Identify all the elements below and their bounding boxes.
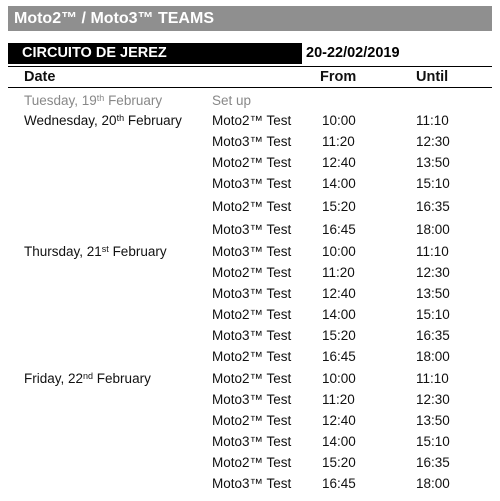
table-row — [0, 153, 500, 173]
row-until-time: 15:10 — [416, 176, 450, 191]
column-header-from: From — [320, 69, 357, 85]
row-until-time: 13:50 — [416, 155, 450, 170]
row-until-time: 11:10 — [416, 371, 449, 386]
row-from-time: 12:40 — [322, 286, 356, 301]
table-row — [0, 432, 500, 452]
column-header-date: Date — [24, 69, 56, 85]
table-row — [0, 174, 500, 194]
row-session: Moto2™ Test — [212, 199, 292, 214]
row-from-time: 12:40 — [322, 155, 356, 170]
row-session: Moto3™ Test — [212, 286, 292, 301]
row-date-main: Wednesday, 20 — [24, 113, 117, 128]
row-date-main: Friday, 22 — [24, 371, 84, 386]
page-title: Moto2™ / Moto3™ TEAMS — [8, 6, 492, 31]
row-until-time: 18:00 — [416, 222, 450, 237]
table-row — [0, 197, 500, 217]
row-until-time: 11:10 — [416, 244, 449, 259]
row-session: Moto3™ Test — [212, 392, 292, 407]
row-date — [24, 369, 151, 389]
row-until-time: 15:10 — [416, 434, 450, 449]
row-from-time: 11:20 — [322, 265, 355, 280]
row-date — [24, 242, 167, 262]
row-date-suffix: th — [96, 93, 105, 103]
row-session: Moto2™ Test — [212, 113, 292, 128]
row-session: Moto2™ Test — [212, 371, 292, 386]
row-session: Moto2™ Test — [212, 155, 292, 170]
row-from-time: 14:00 — [322, 176, 356, 191]
table-row — [0, 369, 500, 389]
table-row — [0, 242, 500, 262]
row-date-main: Tuesday, 19 — [24, 93, 97, 108]
row-session: Moto3™ Test — [212, 476, 292, 491]
row-date-month: February — [104, 93, 163, 108]
row-from-time: 11:20 — [322, 392, 355, 407]
row-session: Moto3™ Test — [212, 434, 292, 449]
row-until-time: 16:35 — [416, 455, 450, 470]
row-date — [24, 111, 182, 131]
row-date-month: February — [93, 371, 151, 386]
row-until-time: 15:10 — [416, 307, 450, 322]
row-until-time: 11:10 — [416, 113, 449, 128]
table-row — [0, 347, 500, 367]
row-date-suffix: nd — [83, 371, 94, 381]
table-row — [0, 305, 500, 325]
row-until-time: 12:30 — [416, 392, 450, 407]
table-row — [0, 284, 500, 304]
row-from-time: 14:00 — [322, 434, 356, 449]
row-until-time: 12:30 — [416, 134, 450, 149]
row-until-time: 16:35 — [416, 199, 450, 214]
row-session: Moto3™ Test — [212, 134, 292, 149]
column-header-until: Until — [416, 69, 449, 85]
row-until-time: 16:35 — [416, 328, 450, 343]
row-session: Moto2™ Test — [212, 455, 292, 470]
table-row — [0, 411, 500, 431]
table-row — [0, 220, 500, 240]
table-row — [0, 111, 500, 131]
table-row — [0, 326, 500, 346]
row-from-time: 16:45 — [322, 476, 356, 491]
row-session: Moto3™ Test — [212, 328, 292, 343]
row-from-time: 16:45 — [322, 222, 356, 237]
row-date-main: Thursday, 21 — [24, 244, 102, 259]
row-session: Moto2™ Test — [212, 265, 292, 280]
row-date-suffix: st — [101, 244, 109, 254]
row-session: Moto2™ Test — [212, 413, 292, 428]
row-date-month: February — [108, 244, 167, 259]
row-session: Moto2™ Test — [212, 349, 292, 364]
row-from-time: 10:00 — [322, 371, 356, 386]
row-from-time: 14:00 — [322, 307, 356, 322]
row-session: Moto3™ Test — [212, 176, 292, 191]
venue-name: CIRCUITO DE JEREZ — [8, 43, 302, 64]
row-until-time: 18:00 — [416, 349, 450, 364]
event-date-range: 20-22/02/2019 — [306, 45, 400, 61]
row-from-time: 12:40 — [322, 413, 356, 428]
row-session: Moto3™ Test — [212, 244, 292, 259]
row-until-time: 18:00 — [416, 476, 450, 491]
table-row — [0, 453, 500, 473]
table-row — [0, 91, 500, 111]
row-date-suffix: th — [116, 113, 125, 123]
row-until-time: 13:50 — [416, 413, 450, 428]
table-row — [0, 263, 500, 283]
row-from-time: 11:20 — [322, 134, 355, 149]
row-session: Set up — [212, 93, 252, 108]
row-until-time: 12:30 — [416, 265, 450, 280]
row-session: Moto3™ Test — [212, 222, 292, 237]
table-row — [0, 132, 500, 152]
row-from-time: 10:00 — [322, 113, 356, 128]
row-date-month: February — [124, 113, 182, 128]
row-session: Moto2™ Test — [212, 307, 292, 322]
row-until-time: 13:50 — [416, 286, 450, 301]
table-row — [0, 390, 500, 410]
row-from-time: 15:20 — [322, 455, 356, 470]
row-date — [24, 91, 162, 111]
row-from-time: 10:00 — [322, 244, 356, 259]
row-from-time: 15:20 — [322, 199, 356, 214]
row-from-time: 16:45 — [322, 349, 356, 364]
table-row — [0, 474, 500, 494]
row-from-time: 15:20 — [322, 328, 356, 343]
